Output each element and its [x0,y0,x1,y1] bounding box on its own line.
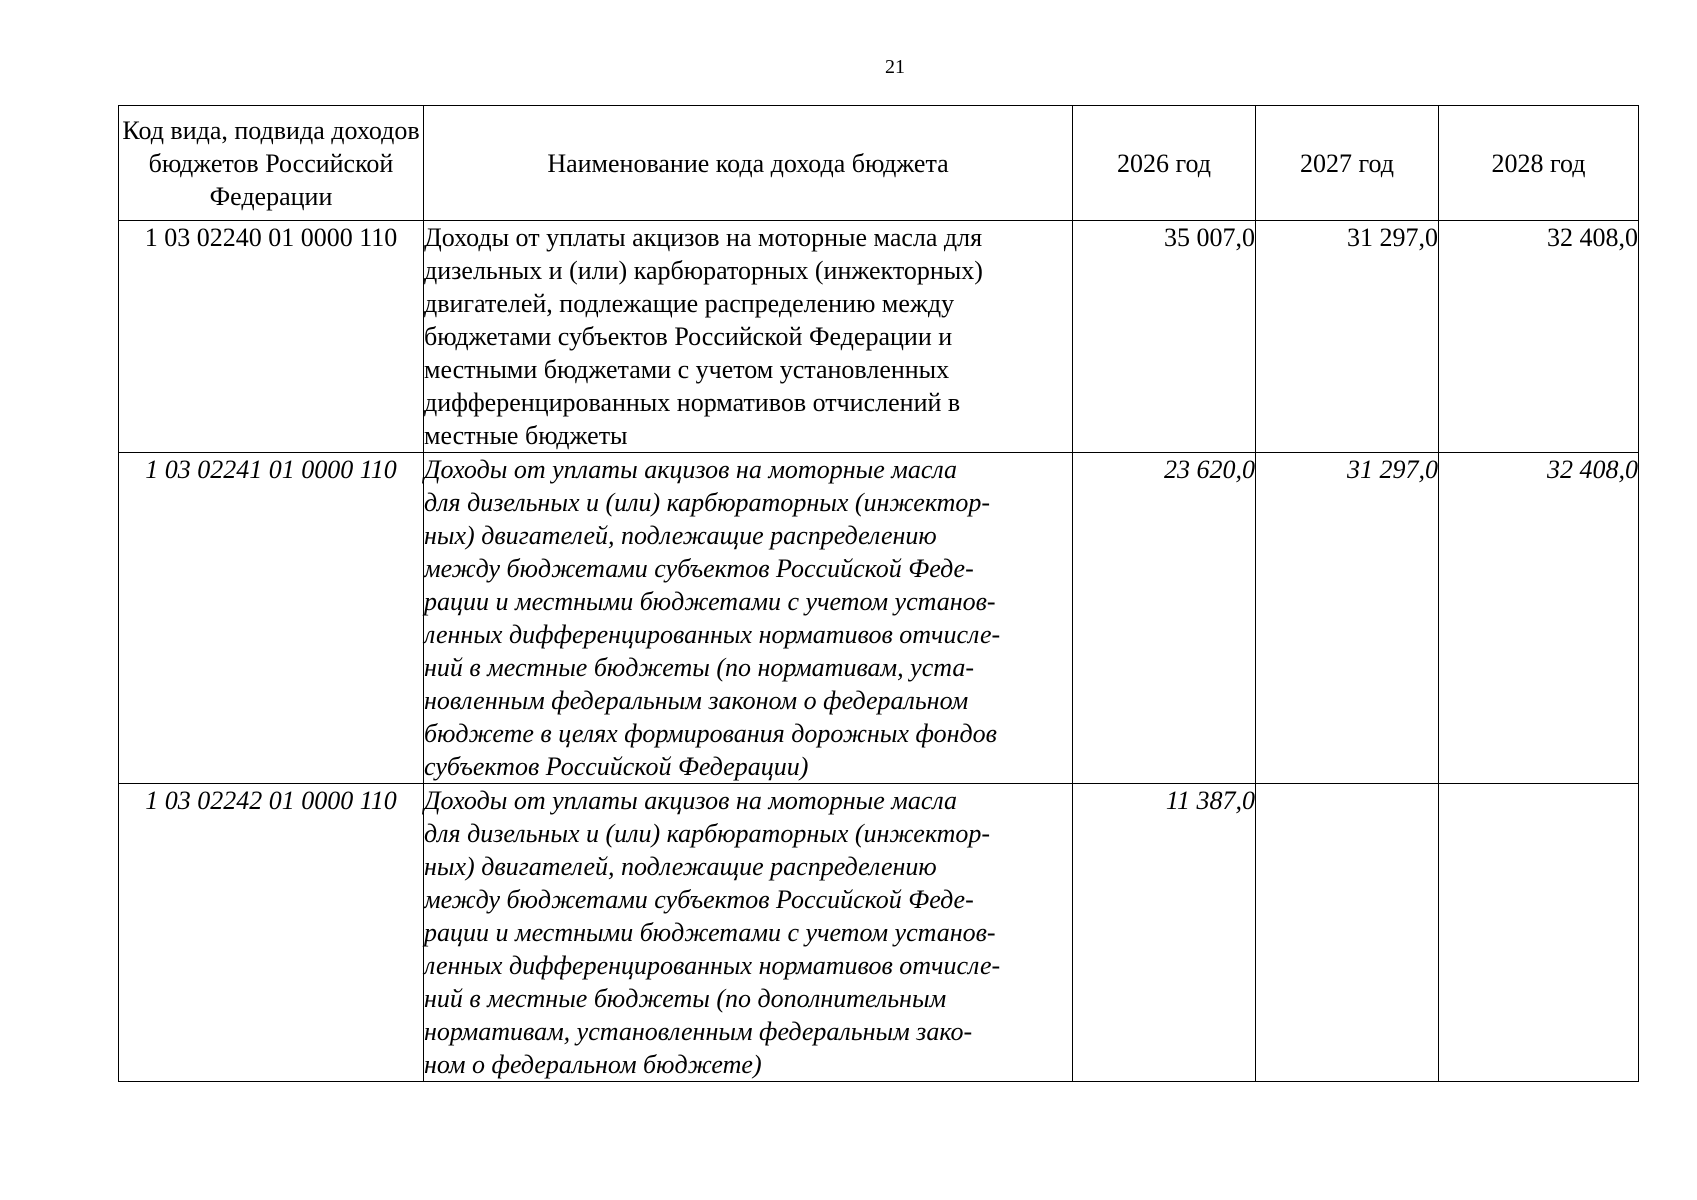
row-name-line: бюджете в целях формирования дорожных фондов [424,719,997,748]
row-value-2028: 32 408,0 [1439,221,1639,453]
row-name-line: ленных дифференцированных нормативов отчисле- [424,951,1001,980]
row-name-line: субъектов Российской Федерации) [424,752,809,781]
row-name-line: ных) двигателей, подлежащие распределению [424,521,937,550]
row-name-line: Доходы от уплаты акцизов на моторные масла [424,455,958,484]
row-name-line: местными бюджетами с учетом установленных [424,355,950,384]
row-name-line: рации и местными бюджетами с учетом установ- [424,587,996,616]
row-name-line: ленных дифференцированных нормативов отчисле- [424,620,1001,649]
row-name-line: дизельных и (или) карбюраторных (инжекторных) [424,256,983,285]
row-name-line: местные бюджеты [424,421,628,450]
row-value-2028 [1439,784,1639,1082]
row-name-line: для дизельных и (или) карбюраторных (инжектор- [424,488,991,517]
header-2027: 2027 год [1256,106,1439,221]
header-2026: 2026 год [1073,106,1256,221]
row-value-2026: 35 007,0 [1073,221,1256,453]
row-name [424,453,1073,784]
table-row [119,453,1639,784]
row-name-line: двигателей, подлежащие распределению между [424,289,955,318]
row-name-line: Доходы от уплаты акцизов на моторные масла [424,786,958,815]
revenue-table [118,105,1639,1082]
header-2028: 2028 год [1439,106,1639,221]
row-name-line: ний в местные бюджеты (по нормативам, уста- [424,653,974,682]
table-header-row [119,106,1639,221]
row-name-line: ном о федеральном бюджете) [424,1050,762,1079]
row-code: 1 03 02241 01 0000 110 [119,453,424,784]
row-name-line: ний в местные бюджеты (по дополнительным [424,984,947,1013]
row-name-line: бюджетами субъектов Российской Федерации и [424,322,953,351]
row-name-line: новленным федеральным законом о федеральном [424,686,969,715]
row-name [424,221,1073,453]
row-name-line: между бюджетами субъектов Российской Феде- [424,885,974,914]
row-name-line: дифференцированных нормативов отчислений в [424,388,961,417]
row-value-2027: 31 297,0 [1256,453,1439,784]
row-name-line: Доходы от уплаты акцизов на моторные масла для [424,223,983,252]
row-value-2026: 23 620,0 [1073,453,1256,784]
header-name: Наименование кода дохода бюджета [424,106,1073,221]
row-value-2027 [1256,784,1439,1082]
page-number: 21 [885,56,905,78]
row-name-line: для дизельных и (или) карбюраторных (инжектор- [424,819,991,848]
row-name-line: нормативам, установленным федеральным зако- [424,1017,973,1046]
table-row [119,221,1639,453]
row-value-2028: 32 408,0 [1439,453,1639,784]
row-name-line: между бюджетами субъектов Российской Феде- [424,554,974,583]
row-code: 1 03 02242 01 0000 110 [119,784,424,1082]
row-name-line: ных) двигателей, подлежащие распределению [424,852,937,881]
row-name-line: рации и местными бюджетами с учетом установ- [424,918,996,947]
table-row [119,784,1639,1082]
header-code: Код вида, подвида доходов бюджетов Российской Федерации [119,106,424,221]
row-value-2027: 31 297,0 [1256,221,1439,453]
row-name [424,784,1073,1082]
row-code: 1 03 02240 01 0000 110 [119,221,424,453]
row-value-2026: 11 387,0 [1073,784,1256,1082]
